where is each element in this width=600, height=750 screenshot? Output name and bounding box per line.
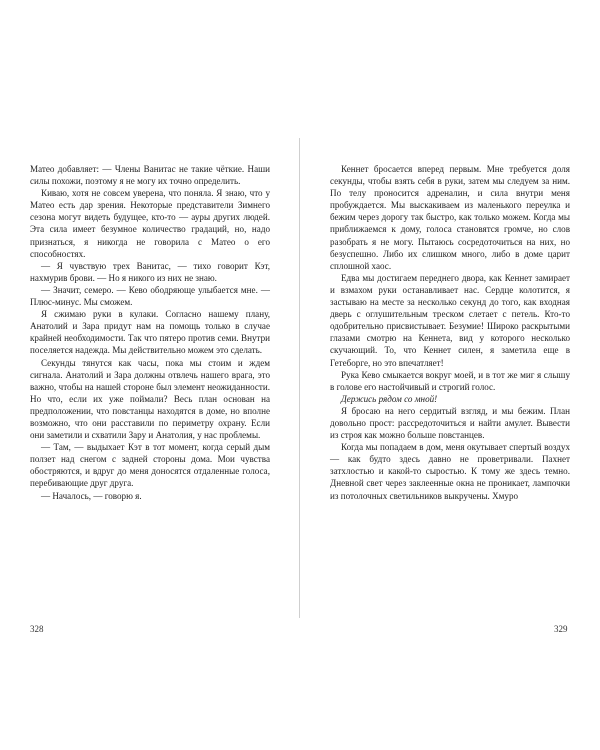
paragraph: Кеннет бросается вперед первым. Мне требуется доля секунды, чтобы взять себя в руки, затем мы следуем за ним. По телу проносится адреналин, и сила внутри меня пробуждается. Мы выскакиваем из маленького переулка и бежим через дорогу так быстро, как только можем. Когда мы приближаемся к дому, голоса становятся громче, но слов разобрать я не могу. Пытаюсь сосредоточиться на них, но безуспешно. Либо их слишком много, либо в доме царит сплошной хаос. <box>330 164 570 271</box>
paragraph: Я сжимаю руки в кулаки. Согласно нашему плану, Анатолий и Зара придут нам на помощь только в случае крайней необходимости. Так что пятеро против семи. Внутри поселяется надежда. Мы действительно можем это сделать. <box>30 309 270 356</box>
page-number-right: 329 <box>554 624 568 634</box>
paragraph: Я бросаю на него сердитый взгляд, и мы бежим. План довольно прост: рассредоточиться и найти амулет. Вывести из строя как можно больше повстанцев. <box>330 405 570 441</box>
paragraph: — Я чувствую трех Ванитас, — тихо говорит Кэт, нахмурив брови. — Но я никого из них не знаю. <box>30 260 270 283</box>
paragraph: — Началось, — говорю я. <box>41 490 142 501</box>
italic-thought-paragraph: Держись рядом со мной! <box>341 393 438 404</box>
paragraph: Когда мы попадаем в дом, меня окутывает спертый воздух — как будто здесь давно не проветривали. Пахнет затхлостью и какой-то сыростью. К тому же здесь темно. Дневной свет через заклеенные окна не проникает, лампочки из потолочных светильников выкручены. Хмуро <box>330 442 570 501</box>
paragraph: Киваю, хотя не совсем уверена, что поняла. Я знаю, что у Матео есть дар зрения. Некоторые представители Зимнего сезона могут видеть будущее, кто-то — ауры других людей. Эта сила имеет безумное количество градаций, но, надо признаться, я никогда не говорила с Матео о его способностях. <box>30 188 270 259</box>
book-spine <box>299 138 300 618</box>
paragraph: Секунды тянутся как часы, пока мы стоим и ждем сигнала. Анатолий и Зара должны отвлечь нашего врага, это важно, чтобы на нашей стороне был элемент неожиданности. Но что, если их уже поймали? Весь план основан на предположении, что повстанцы находятся в доме, но вполне возможно, что они расставили по периметру охрану. Если они заметили и схватили Зару и Анатолия, у нас проблемы. <box>30 357 270 441</box>
paragraph: — Там, — выдыхает Кэт в тот момент, когда серый дым ползет над снегом с задней стороны дома. Мои чувства обостряются, и вдруг до меня доносятся отдаленные голоса, перебивающие друг друга. <box>30 442 270 489</box>
left-page-text <box>30 163 270 502</box>
page-number-left: 328 <box>30 624 44 634</box>
paragraph: — Значит, семеро. — Кево ободряюще улыбается мне. — Плюс-минус. Мы сможем. <box>30 284 270 308</box>
paragraph: Матео добавляет: — Члены Ванитас не такие чёткие. Наши силы похожи, поэтому я не могу их точно определить. <box>30 164 270 187</box>
paragraph: Едва мы достигаем переднего двора, как Кеннет замирает и взмахом руки останавливает нас. Сердце колотится, я застываю на месте за несколько секунд до того, как входная дверь с оглушительным треском слетает с петель. Кто-то одобрительно присвистывает. Безумие! Широко раскрытыми глазами смотрю на Кеннета, вид у которого несколько скучающий. То, что Кеннет силен, я заметила еще в Гетеборге, но это впечатляет! <box>330 272 570 368</box>
paragraph: Рука Кево смыкается вокруг моей, и в тот же миг я слышу в голове его настойчивый и строгий голос. <box>330 369 570 392</box>
right-page-text <box>330 163 570 502</box>
